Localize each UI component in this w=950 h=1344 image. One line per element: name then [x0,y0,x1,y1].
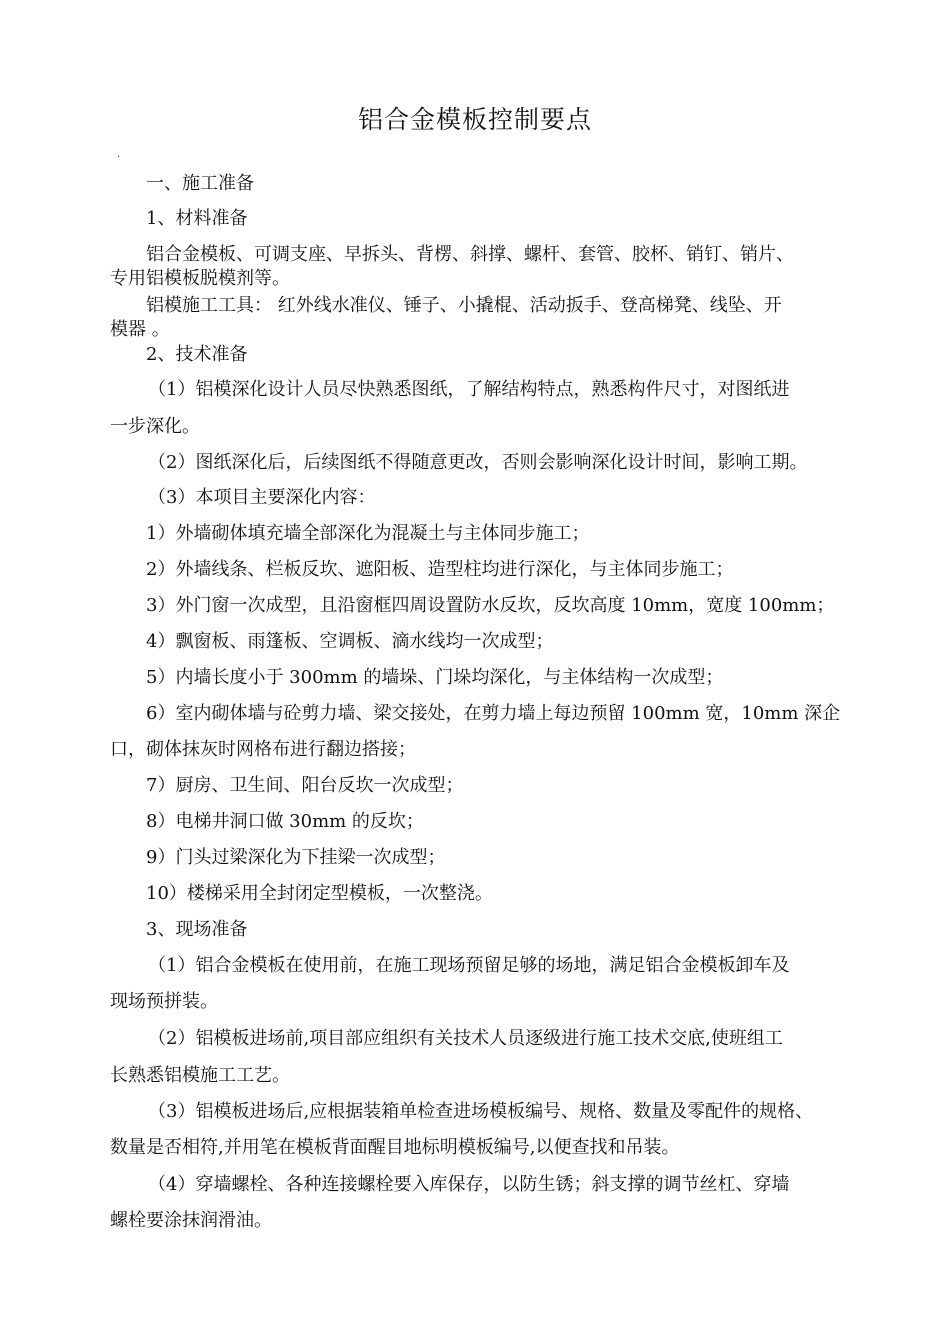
paragraph-line: 螺栓要涂抹润滑油。 [110,1210,272,1231]
subsection-heading: 1、材料准备 [146,208,248,229]
paragraph-line: 现场预拼装。 [110,991,218,1012]
document-title: 铝合金模板控制要点 [357,105,592,134]
subsection-heading: 2、技术准备 [146,344,248,365]
section-heading: 一、施工准备 [146,173,254,194]
list-item: 口，砌体抹灰时网格布进行翻边搭接； [110,739,416,760]
list-item: 2）外墙线条、栏板反坎、遮阳板、造型柱均进行深化，与主体同步施工； [146,559,734,580]
paragraph-line: 数量是否相符,并用笔在模板背面醒目地标明模板编号,以便查找和吊装。 [110,1137,680,1158]
stray-dot: . [117,149,121,160]
paragraph-line: 长熟悉铝模施工工艺。 [110,1065,290,1086]
list-item: 6）室内砌体墙与砼剪力墙、梁交接处，在剪力墙上每边预留 100mm 宽，10mm 深企 [146,703,841,724]
list-item: 4）飘窗板、雨篷板、空调板、滴水线均一次成型； [146,631,554,652]
list-item: 5）内墙长度小于 300mm 的墙垛、门垛均深化，与主体结构一次成型； [146,667,724,688]
paragraph-line: （2）图纸深化后，后续图纸不得随意更改，否则会影响深化设计时间，影响工期。 [148,452,808,473]
paragraph-line: 模器 。 [110,319,170,340]
paragraph-line: （3）铝模板进场后,应根据装箱单检查进场模板编号、规格、数量及零配件的规格、 [148,1101,814,1122]
paragraph-line: 铝模施工工具： 红外线水准仪、锤子、小撬棍、活动扳手、登高梯凳、线坠、开 [146,295,782,316]
paragraph-line: （3）本项目主要深化内容： [148,487,376,508]
subsection-heading: 3、现场准备 [146,919,248,940]
list-item: 1）外墙砌体填充墙全部深化为混凝土与主体同步施工； [146,523,590,544]
list-item: 9）门头过梁深化为下挂梁一次成型； [146,847,446,868]
list-item: 8）电梯井洞口做 30mm 的反坎； [146,811,424,832]
paragraph-line: （1）铝合金模板在使用前，在施工现场预留足够的场地，满足铝合金模板卸车及 [148,955,790,976]
paragraph-line: 专用铝模板脱模剂等。 [110,268,290,289]
paragraph-line: （1）铝模深化设计人员尽快熟悉图纸，了解结构特点，熟悉构件尺寸，对图纸进 [148,379,790,400]
paragraph-line: （2）铝模板进场前,项目部应组织有关技术人员逐级进行施工技术交底,使班组工 [148,1028,783,1049]
list-item: 10）楼梯采用全封闭定型模板，一次整浇。 [146,883,493,904]
list-item: 7）厨房、卫生间、阳台反坎一次成型； [146,775,464,796]
list-item: 3）外门窗一次成型，且沿窗框四周设置防水反坎，反坎高度 10mm，宽度 100mm； [146,595,835,616]
paragraph-line: （4）穿墙螺栓、各种连接螺栓要入库保存，以防生锈；斜支撑的调节丝杠、穿墙 [148,1174,790,1195]
paragraph-line: 铝合金模板、可调支座、早拆头、背楞、斜撑、螺杆、套管、胶杯、销钉、销片、 [146,244,794,265]
paragraph-line: 一步深化。 [110,416,200,437]
